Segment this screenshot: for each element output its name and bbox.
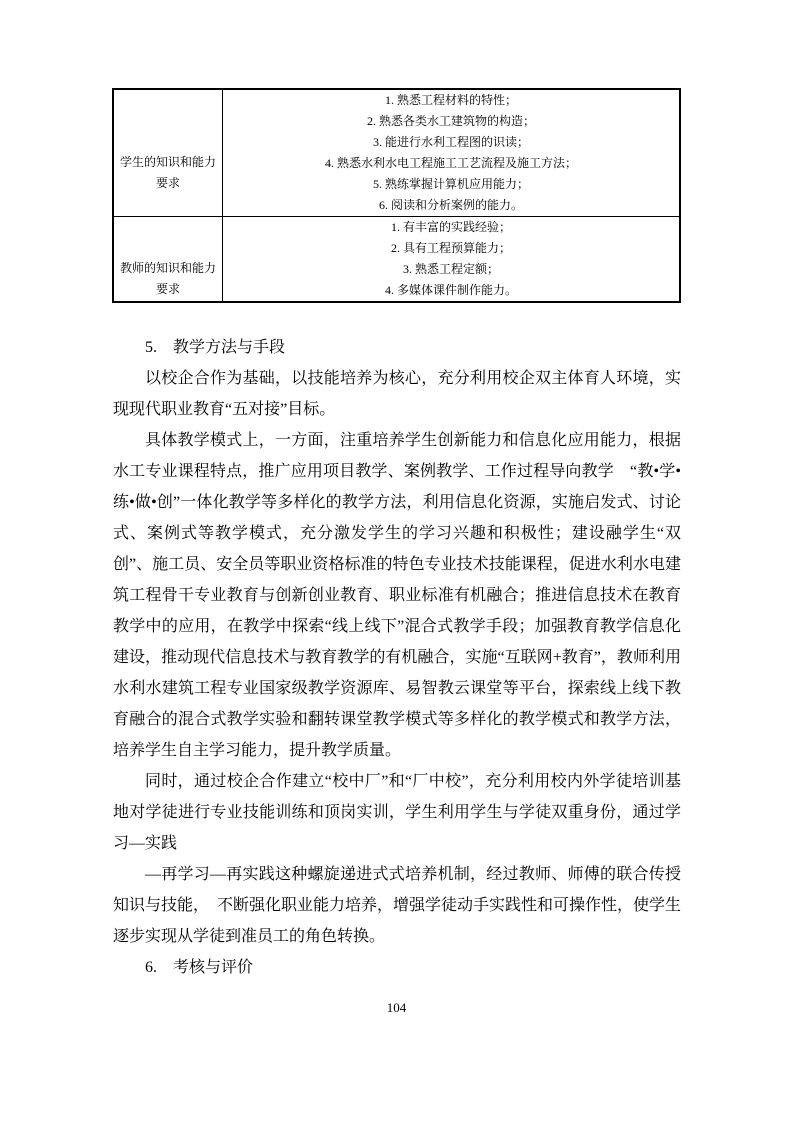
student-requirements-label: 学生的知识和能力要求 bbox=[119, 155, 216, 190]
teacher-requirements-items-cell bbox=[223, 217, 681, 303]
teacher-requirements-label-cell bbox=[113, 217, 223, 303]
table-row-teacher-requirements bbox=[113, 217, 680, 303]
table-row-student-requirements bbox=[113, 89, 680, 217]
requirement-item: 3. 能进行水利工程图的识读； bbox=[372, 135, 529, 149]
teacher-requirements-label: 教师的知识和能力要求 bbox=[119, 261, 216, 296]
requirement-item: 4. 多媒体课件制作能力。 bbox=[384, 283, 517, 297]
requirement-item: 1. 有丰富的实践经验； bbox=[390, 220, 511, 234]
section-heading-assessment: 6. 考核与评价 bbox=[145, 959, 254, 976]
paragraph-cooperation-basis: 以校企合作为基础，以技能培养为核心，充分利用校企双主体育人环境，实现现代职业教育“五对接”目标。 bbox=[113, 370, 681, 418]
requirement-item: 6. 阅读和分析案例的能力。 bbox=[378, 198, 523, 212]
document-body bbox=[113, 332, 681, 983]
requirement-item: 3. 熟悉工程定额； bbox=[402, 262, 499, 276]
requirement-item: 1. 熟悉工程材料的特性； bbox=[384, 93, 517, 107]
paragraph-school-factory: 同时，通过校企合作建立“校中厂”和“厂中校”，充分利用校内外学徒培训基地对学徒进行专业技能训练和顶岗实训，学生利用学生与学徒双重身份，通过学习—实践 bbox=[113, 773, 681, 852]
requirement-item: 2. 具有工程预算能力； bbox=[390, 241, 511, 255]
paragraph-teaching-modes: 具体教学模式上，一方面，注重培养学生创新能力和信息化应用能力，根据水工专业课程特点，推广应用项目教学、案例教学、工作过程导向教学 “教•学•练•做•创”一体化教学等多样化的教学方法，利用信息化资源，实施启发式、讨论式、案例式等教学模式，充分激发学生的学习兴趣和积极性；建设融学生“双创”、施工员、安全员等职业资格标准的特色专业技术技能课程，促进水利水电建筑工程骨干专业教育与创新创业教育、职业标准有机融合；推进信息技术在教育教学中的应用，在教学中探索“线上线下”混合式教学手段；加强教育教学信息化建设，推动现代信息技术与教育教学的有机融合，实施“互联网+教育”，教师利用水利水建筑工程专业国家级教学资源库、易智教云课堂等平台，探索线上线下教育融合的混合式教学实验和翻转课堂教学模式等多样化的教学模式和教学方法，培养学生自主学习能力，提升教学质量。 bbox=[113, 432, 681, 759]
student-requirements-items-cell bbox=[223, 89, 681, 217]
paragraph-spiral-training: —再学习—再实践这种螺旋递进式式培养机制，经过教师、师傅的联合传授知识与技能， 不断强化职业能力培养，增强学徒动手实践性和可操作性，使学生逐步实现从学徒到准员工的角色转换。 bbox=[113, 866, 682, 945]
requirements-table bbox=[112, 88, 681, 303]
requirement-item: 5. 熟练掌握计算机应用能力； bbox=[372, 177, 529, 191]
requirement-item: 2. 熟悉各类水工建筑物的构造； bbox=[366, 114, 535, 128]
student-requirements-label-cell bbox=[113, 89, 223, 217]
section-heading-teaching-methods: 5. 教学方法与手段 bbox=[145, 339, 286, 356]
requirement-item: 4. 熟悉水利水电工程施工工艺流程及施工方法； bbox=[324, 156, 577, 170]
page-number: 104 bbox=[386, 1000, 407, 1015]
